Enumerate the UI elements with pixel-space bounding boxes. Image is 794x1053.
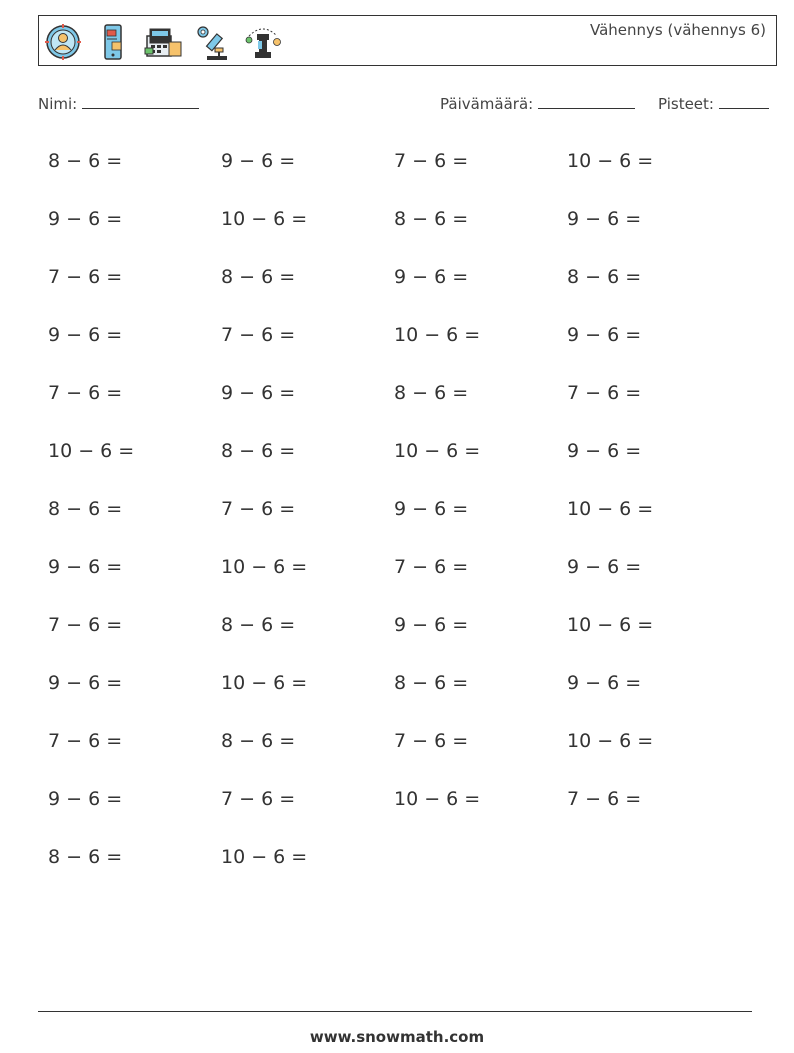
problem-item: 7 − 6 = xyxy=(48,614,123,636)
problem-item: 7 − 6 = xyxy=(221,498,296,520)
problem-item: 9 − 6 = xyxy=(48,208,123,230)
date-label: Päivämäärä: xyxy=(440,95,534,113)
problem-item: 9 − 6 = xyxy=(48,556,123,578)
problem-item: 7 − 6 = xyxy=(48,382,123,404)
problem-item: 7 − 6 = xyxy=(48,266,123,288)
problem-item: 8 − 6 = xyxy=(48,846,123,868)
problem-item: 7 − 6 = xyxy=(394,556,469,578)
worksheet-title: Vähennys (vähennys 6) xyxy=(589,21,766,39)
problem-item: 7 − 6 = xyxy=(221,788,296,810)
name-field xyxy=(38,94,199,113)
worksheet-header xyxy=(38,15,777,66)
problem-item: 10 − 6 = xyxy=(394,324,481,346)
problem-item: 7 − 6 = xyxy=(48,730,123,752)
user-target-icon xyxy=(43,22,83,62)
problem-item: 8 − 6 = xyxy=(394,672,469,694)
problem-item: 8 − 6 = xyxy=(48,150,123,172)
phone-document-icon xyxy=(93,22,133,62)
problem-item: 10 − 6 = xyxy=(221,846,308,868)
problem-item: 9 − 6 = xyxy=(567,208,642,230)
problem-item: 9 − 6 = xyxy=(394,614,469,636)
problem-item: 7 − 6 = xyxy=(394,150,469,172)
problem-item: 9 − 6 = xyxy=(48,788,123,810)
problem-item: 10 − 6 = xyxy=(567,498,654,520)
problem-item: 9 − 6 = xyxy=(567,324,642,346)
problem-item: 8 − 6 = xyxy=(221,614,296,636)
problem-item: 10 − 6 = xyxy=(567,614,654,636)
header-icons xyxy=(43,22,283,62)
score-blank xyxy=(719,94,769,109)
problem-item: 8 − 6 = xyxy=(221,266,296,288)
problem-item: 9 − 6 = xyxy=(48,672,123,694)
calculator-money-icon xyxy=(143,22,183,62)
problem-item: 7 − 6 = xyxy=(221,324,296,346)
problem-item: 7 − 6 = xyxy=(567,788,642,810)
footer-divider xyxy=(38,1011,752,1012)
date-blank xyxy=(538,94,635,109)
name-blank xyxy=(82,94,199,109)
problem-item: 9 − 6 = xyxy=(394,266,469,288)
problem-grid xyxy=(48,146,748,900)
problem-item: 10 − 6 = xyxy=(567,730,654,752)
name-label: Nimi: xyxy=(38,95,78,113)
problem-item: 9 − 6 = xyxy=(567,672,642,694)
problem-item: 8 − 6 = xyxy=(48,498,123,520)
problem-item: 10 − 6 = xyxy=(567,150,654,172)
problem-item: 7 − 6 = xyxy=(394,730,469,752)
problem-item: 9 − 6 = xyxy=(221,150,296,172)
problem-item: 9 − 6 = xyxy=(567,556,642,578)
score-field xyxy=(658,94,769,113)
problem-item: 8 − 6 = xyxy=(221,730,296,752)
problem-item: 10 − 6 = xyxy=(221,672,308,694)
microscope-gear-icon xyxy=(193,22,233,62)
problem-item: 9 − 6 = xyxy=(394,498,469,520)
problem-item: 10 − 6 = xyxy=(221,556,308,578)
problem-item: 8 − 6 = xyxy=(394,382,469,404)
problem-item: 10 − 6 = xyxy=(394,440,481,462)
problem-item: 10 − 6 = xyxy=(48,440,135,462)
problem-item: 10 − 6 = xyxy=(394,788,481,810)
problem-item: 7 − 6 = xyxy=(567,382,642,404)
problem-item: 10 − 6 = xyxy=(221,208,308,230)
problem-item: 8 − 6 = xyxy=(221,440,296,462)
date-field xyxy=(440,94,635,113)
footer-url: www.snowmath.com xyxy=(309,1028,485,1046)
problem-item: 9 − 6 = xyxy=(48,324,123,346)
score-label: Pisteet: xyxy=(658,95,714,113)
problem-item: 8 − 6 = xyxy=(394,208,469,230)
chess-rook-icon xyxy=(243,22,283,62)
problem-item: 9 − 6 = xyxy=(567,440,642,462)
problem-item: 8 − 6 = xyxy=(567,266,642,288)
problem-item: 9 − 6 = xyxy=(221,382,296,404)
